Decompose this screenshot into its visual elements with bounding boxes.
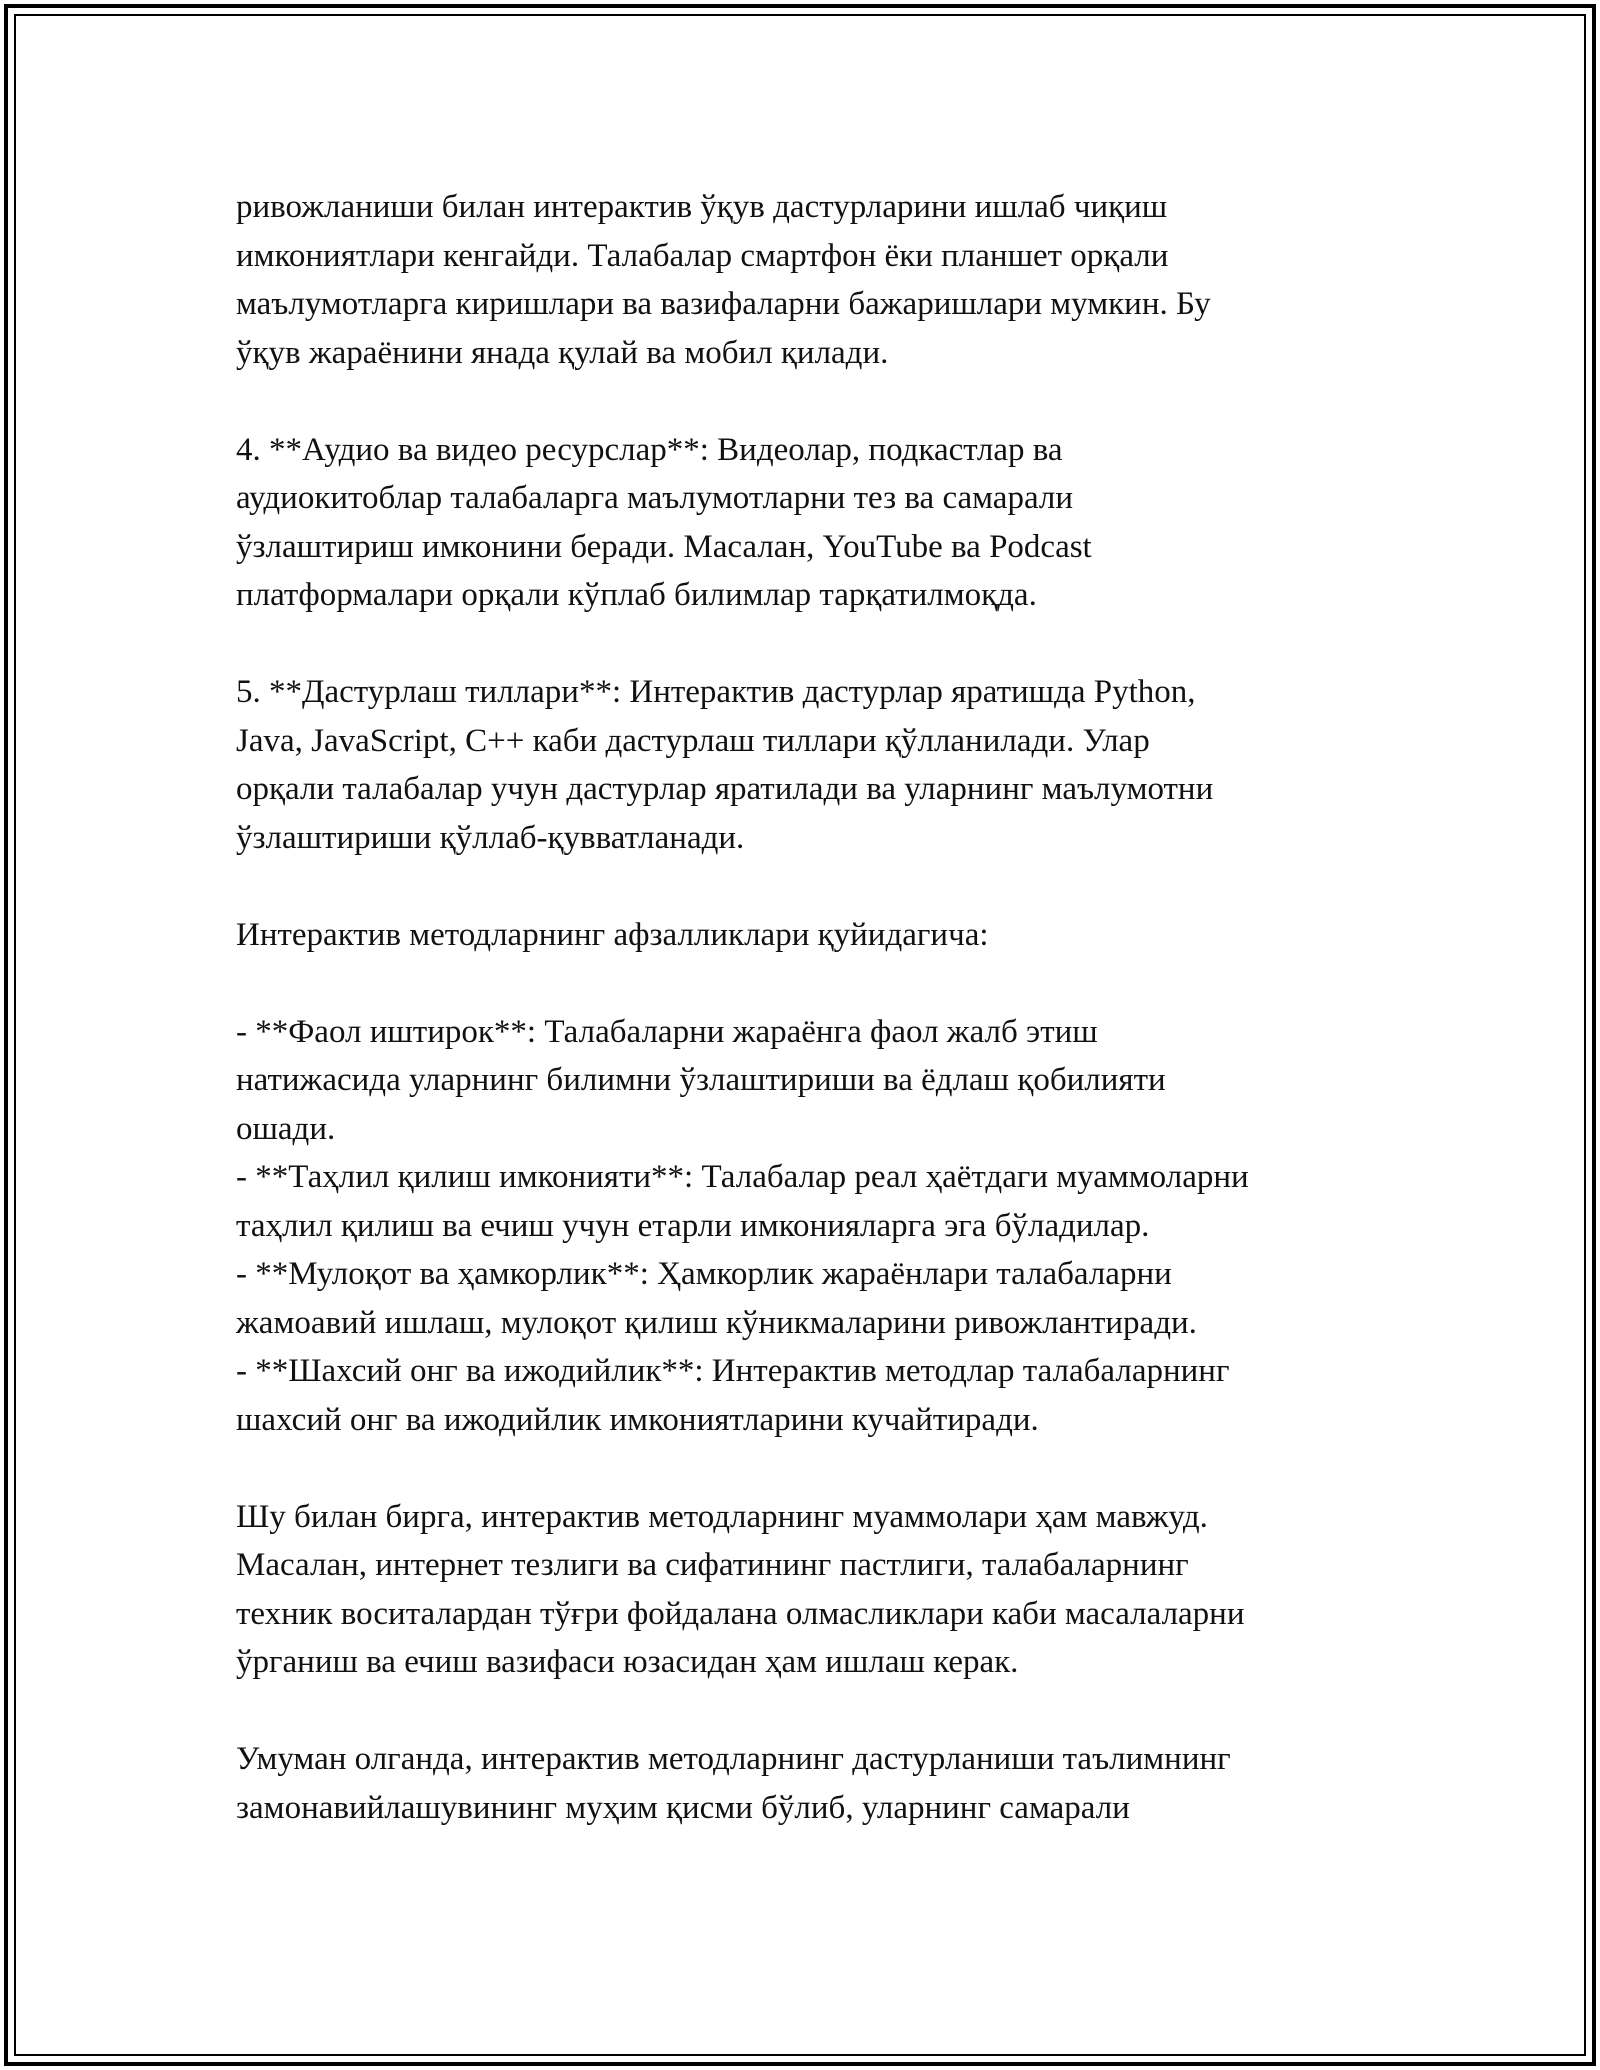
text-line: ўрганиш ва ечиш вазифаси юзасидан ҳам ишлаш керак. bbox=[236, 1644, 1019, 1680]
list-item-line: шахсий онг ва ижодийлик имкониятларини кучайтиради. bbox=[236, 1401, 1039, 1438]
list-item-line: - **Шахсий онг ва ижодийлик**: Интерактив методлар талабаларнинг bbox=[236, 1353, 1230, 1389]
text-line: аудиокитоблар талабаларга маълумотларни тез ва самарали bbox=[236, 480, 1074, 516]
list-item-line: жамоавий ишлаш, мулоқот қилиш кўникмаларини ривожлантиради. bbox=[236, 1304, 1197, 1341]
document-body bbox=[236, 183, 1396, 1832]
text-line: ўзлаштириш имконини беради. Масалан, YouTube ва Podcast bbox=[236, 528, 1092, 565]
list-item-line: - **Мулоқот ва ҳамкорлик**: Ҳамкорлик жараёнлари талабаларни bbox=[236, 1256, 1172, 1292]
paragraph-advantages-heading bbox=[236, 911, 1396, 960]
paragraph-spacer bbox=[236, 1444, 1396, 1493]
list-item-line: - **Фаол иштирок**: Талабаларни жараёнга фаол жалб этиш bbox=[236, 1013, 1098, 1050]
list-item-line: таҳлил қилиш ва ечиш учун етарли имконияларга эга бўладилар. bbox=[236, 1207, 1150, 1244]
paragraph-conclusion bbox=[236, 1735, 1396, 1832]
text-line: Шу билан бирга, интерактив методларнинг муаммолари ҳам мавжуд. bbox=[236, 1498, 1208, 1535]
paragraph-audio-video bbox=[236, 426, 1396, 620]
text-line: имкониятлари кенгайди. Талабалар смартфон ёки планшет орқали bbox=[236, 237, 1169, 274]
advantages-list bbox=[236, 1008, 1396, 1445]
paragraph-spacer bbox=[236, 862, 1396, 911]
text-line: маълумотларга киришлари ва вазифаларни бажаришлари мумкин. Бу bbox=[236, 286, 1211, 322]
list-item-line: ошади. bbox=[236, 1110, 336, 1147]
paragraph-spacer bbox=[236, 1687, 1396, 1736]
text-line: платформалари орқали кўплаб билимлар тарқатилмоқда. bbox=[236, 577, 1037, 613]
text-line: Умуман олганда, интерактив методларнинг дастурланиши таълимнинг bbox=[236, 1741, 1231, 1777]
text-line: техник воситалардан тўғри фойдалана олмасликлари каби масалаларни bbox=[236, 1595, 1245, 1632]
paragraph-spacer bbox=[236, 620, 1396, 669]
text-line: ўзлаштириши қўллаб-қувватланади. bbox=[236, 819, 745, 856]
paragraph-programming-languages bbox=[236, 668, 1396, 862]
text-line: 5. **Дастурлаш тиллари**: Интерактив дастурлар яратишда Python, bbox=[236, 674, 1196, 710]
list-item-line: натижасида уларнинг билимни ўзлаштириши ва ёдлаш қобилияти bbox=[236, 1062, 1166, 1098]
paragraph-intro-continuation bbox=[236, 183, 1396, 377]
text-line: 4. **Аудио ва видео ресурслар**: Видеолар, подкастлар ва bbox=[236, 431, 1063, 468]
paragraph-spacer bbox=[236, 377, 1396, 426]
list-item-line: - **Таҳлил қилиш имконияти**: Талабалар реал ҳаётдаги муаммоларни bbox=[236, 1159, 1249, 1195]
text-line: орқали талабалар учун дастурлар яратилади ва уларнинг маълумотни bbox=[236, 771, 1214, 807]
text-line: ўқув жараёнини янада қулай ва мобил қилади. bbox=[236, 334, 889, 371]
text-line: замонавийлашувининг муҳим қисми бўлиб, уларнинг самарали bbox=[236, 1789, 1130, 1826]
paragraph-problems bbox=[236, 1493, 1396, 1687]
text-line: Масалан, интернет тезлиги ва сифатининг пастлиги, талабаларнинг bbox=[236, 1547, 1189, 1583]
text-line: Интерактив методларнинг афзалликлари қуйидагича: bbox=[236, 916, 989, 953]
text-line: ривожланиши билан интерактив ўқув дастурларини ишлаб чиқиш bbox=[236, 189, 1168, 225]
text-line: Java, JavaScript, C++ каби дастурлаш тиллари қўлланилади. Улар bbox=[236, 722, 1150, 759]
paragraph-spacer bbox=[236, 959, 1396, 1008]
